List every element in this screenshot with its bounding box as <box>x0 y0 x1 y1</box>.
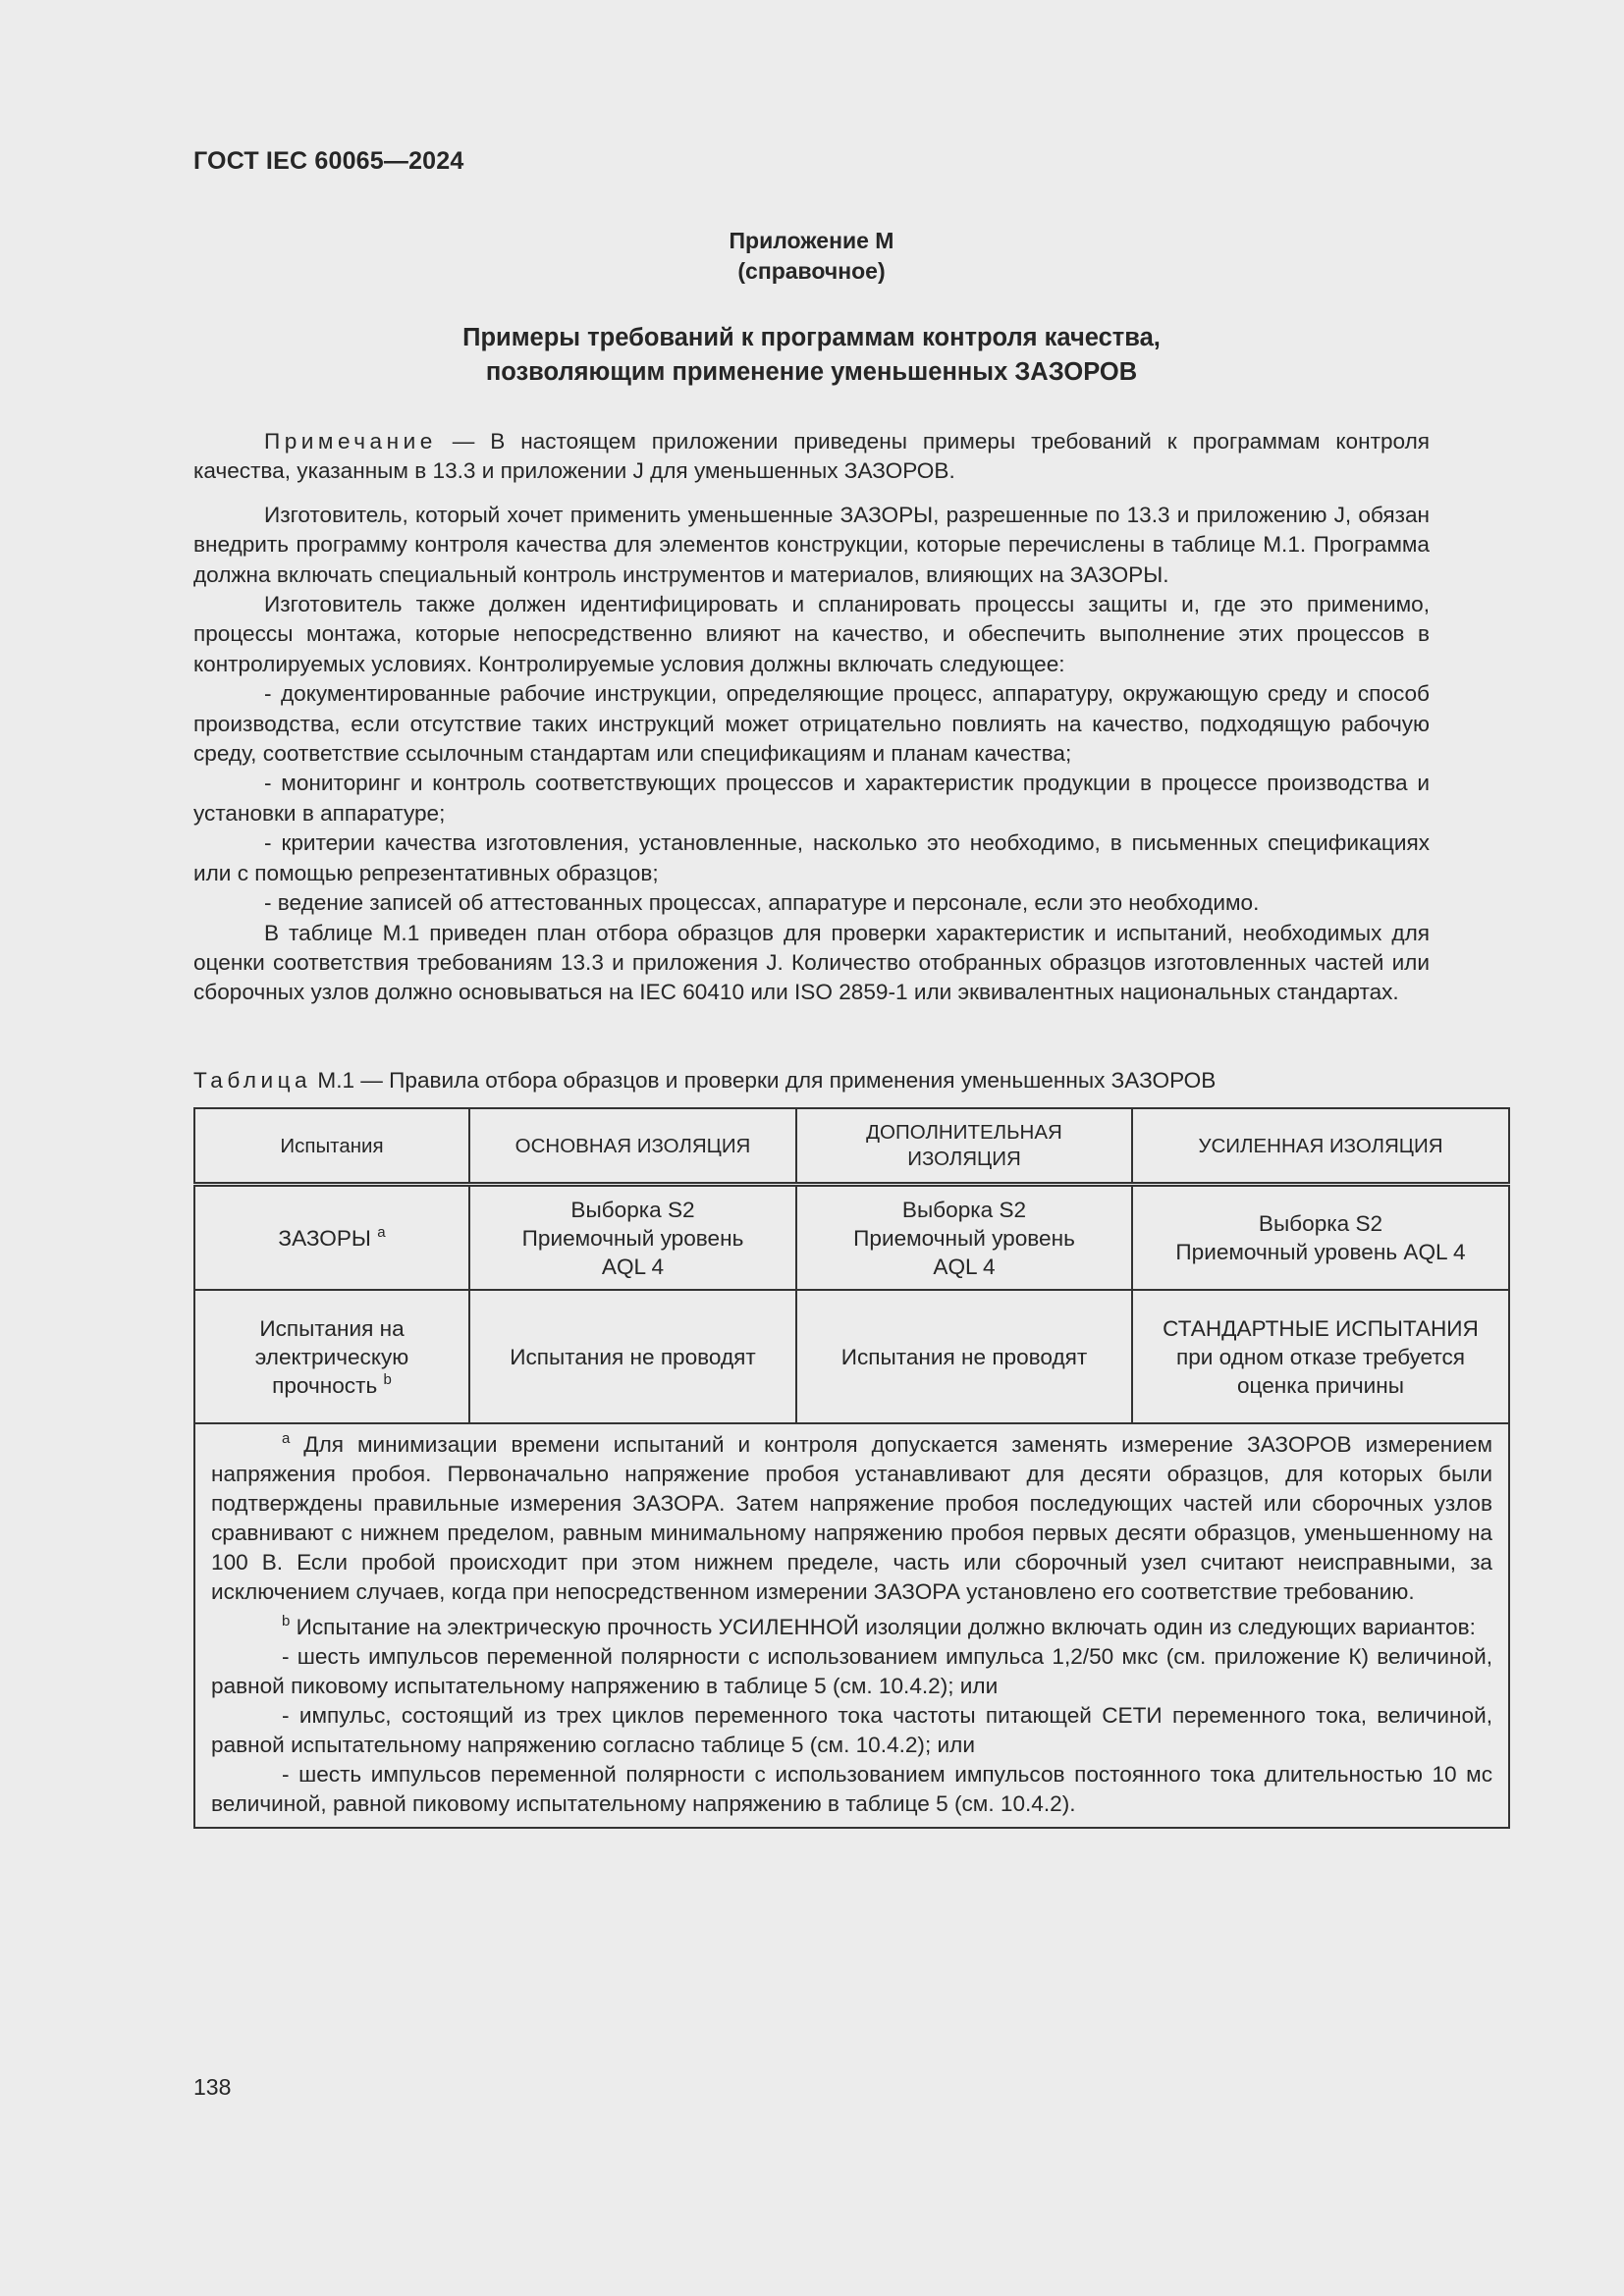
header-basic-insulation: ОСНОВНАЯ ИЗОЛЯЦИЯ <box>469 1108 796 1185</box>
document-code: ГОСТ IEC 60065—2024 <box>193 147 464 175</box>
row-label: Испытания на электрическую прочность $^b$ <box>194 1290 469 1423</box>
footnote-mark: b <box>383 1370 392 1388</box>
title-line-2: позволяющим применение уменьшенных ЗАЗОРОВ <box>485 358 1138 386</box>
footnote-b: $^b$ Испытание на электрическую прочность УСИЛЕННОЙ изоляции должно включать один из следующих вариантов: <box>282 1613 1476 1639</box>
header-reinforced-insulation: УСИЛЕННАЯ ИЗОЛЯЦИЯ <box>1132 1108 1509 1185</box>
note-text: — В настоящем приложении приведены примеры требований к программам контроля качества, указанным в 13.3 и приложении J для уменьшенных ЗАЗОРОВ. <box>193 429 1430 484</box>
table-caption-text: М.1 — Правила отбора образцов и проверки для применения уменьшенных ЗАЗОРОВ <box>311 1068 1217 1093</box>
table-cell: Выборка S2 Приемочный уровень AQL 4 <box>796 1185 1132 1291</box>
appendix-type: (справочное) <box>737 258 886 284</box>
footnote-b-item: - импульс, состоящий из трех циклов переменного тока частоты питающей СЕТИ переменного тока, величиной, равной испытательному напряжению согласно таблице 5 (см. 10.4.2); или <box>211 1703 1492 1757</box>
table-cell: Выборка S2 Приемочный уровень AQL 4 <box>469 1185 796 1291</box>
paragraph: Изготовитель, который хочет применить уменьшенные ЗАЗОРЫ, разрешенные по 13.3 и приложению J, обязан внедрить программу контроля качества для элементов конструкции, которые перечислены в таблице М.1. Программа должна включать специальный контроль инструментов и материалов, влияющих на ЗАЗОРЫ. <box>193 502 1430 587</box>
table-footnotes <box>194 1423 1509 1828</box>
header-tests: Испытания <box>194 1108 469 1185</box>
table-header-row <box>194 1108 1509 1185</box>
appendix-title <box>193 321 1430 390</box>
list-item: - критерии качества изготовления, установленные, насколько это необходимо, в письменных спецификациях или с помощью репрезентативных образцов; <box>193 830 1430 885</box>
paragraph: Изготовитель также должен идентифицировать и спланировать процессы защиты и, где это применимо, процессы монтажа, которые непосредственно влияют на качество, и обеспечить выполнение этих процессов в контролируемых условиях. Контролируемые условия должны включать следующее: <box>193 592 1430 676</box>
header-supplementary-insulation: ДОПОЛНИТЕЛЬНАЯ ИЗОЛЯЦИЯ <box>796 1108 1132 1185</box>
footnote-b-item: - шесть импульсов переменной полярности с использованием импульса 1,2/50 мкс (см. приложение К) величиной, равной пиковому испытательному напряжению в таблице 5 (см. 10.4.2); или <box>211 1644 1492 1698</box>
footnote-mark: a <box>377 1223 386 1241</box>
table-caption-label: Таблица <box>193 1068 312 1093</box>
list-item: - документированные рабочие инструкции, определяющие процесс, аппаратуру, окружающую среду и способ производства, если отсутствие таких инструкций может отрицательно повлиять на качество, подходящую рабочую среду, соответствие ссылочным стандартам или спецификациям и планам качества; <box>193 681 1430 767</box>
table-caption <box>193 1066 1430 1095</box>
list-item: - мониторинг и контроль соответствующих процессов и характеристик продукции в процессе производства и установки в аппаратуре; <box>193 771 1430 826</box>
table-row <box>194 1290 1509 1423</box>
footnote-a: $^a$ Для минимизации времени испытаний и контроля допускается заменять измерение ЗАЗОРОВ измерением напряжения пробоя. Первоначально напряжение пробоя устанавливают для десяти образцов, для которых были подтверждены правильные измерения ЗАЗОРА. Затем напряжение пробоя последующих частей или сборочных узлов сравнивают с нижнем пределом, равным минимальному напряжению пробоя первых десяти образцов, уменьшенному на 100 В. Если пробой происходит при этом нижнем пределе, часть или сборочный узел считают неисправными, за исключением случаев, когда при непосредственном измерении ЗАЗОРА установлено его соответствие требованию. <box>211 1430 1492 1604</box>
table-cell: Испытания не проводят <box>796 1290 1132 1423</box>
paragraph: В таблице М.1 приведен план отбора образцов для проверки характеристик и испытаний, необходимых для оценки соответствия требованиям 13.3 и приложения J. Количество отобранных образцов изготовленных частей или сборочных узлов должно основываться на IEC 60410 или ISO 2859-1 или эквивалентных национальных стандартах. <box>193 920 1430 1005</box>
note-paragraph <box>193 427 1430 487</box>
body-text <box>193 427 1430 1008</box>
page-number: 138 <box>193 2074 232 2100</box>
appendix-label: Приложение М <box>729 228 894 253</box>
sampling-table <box>193 1107 1510 1829</box>
table-cell: Испытания не проводят <box>469 1290 796 1423</box>
list-item: - ведение записей об аттестованных процессах, аппаратуре и персонале, если это необходимо. <box>264 890 1260 916</box>
appendix-heading <box>193 226 1430 287</box>
table-cell: СТАНДАРТНЫЕ ИСПЫТАНИЯ при одном отказе требуется оценка причины <box>1132 1290 1509 1423</box>
table-footnotes-row <box>194 1423 1509 1828</box>
title-line-1: Примеры требований к программам контроля качества, <box>462 324 1161 351</box>
row-label: ЗАЗОРЫ $^a$ <box>194 1185 469 1291</box>
table-row <box>194 1185 1509 1291</box>
table-cell: Выборка S2 Приемочный уровень AQL 4 <box>1132 1185 1509 1291</box>
note-label: Примечание <box>264 429 437 454</box>
footnote-b-item: - шесть импульсов переменной полярности с использованием импульсов постоянного тока длительностью 10 мс величиной, равной пиковому испытательному напряжению в таблице 5 (см. 10.4.2). <box>211 1762 1492 1816</box>
